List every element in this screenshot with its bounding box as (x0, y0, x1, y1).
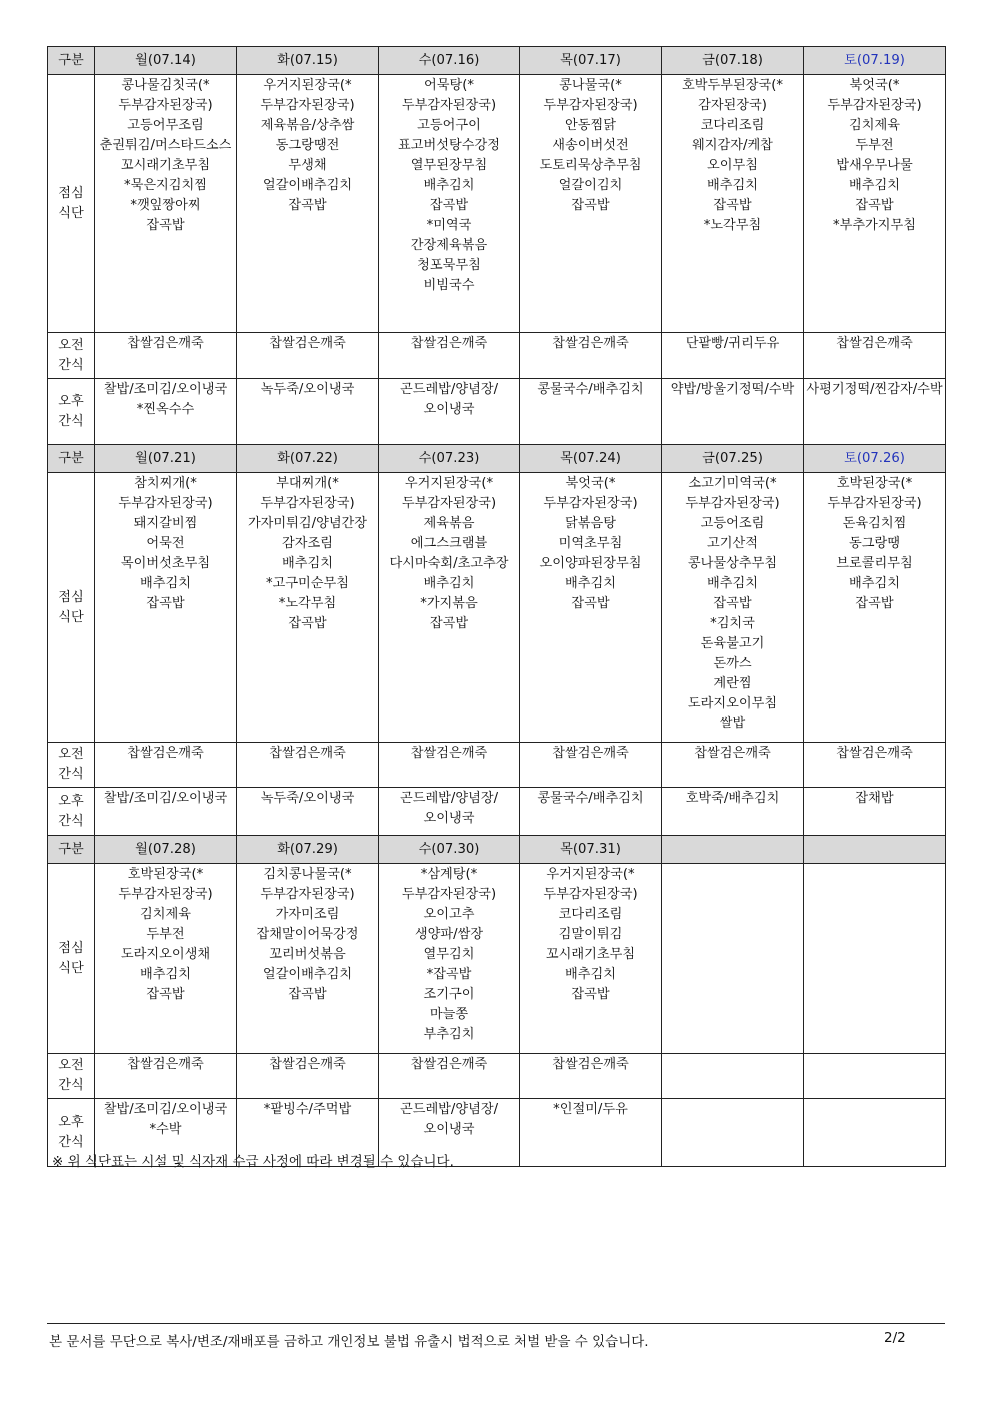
menu-item: 제육볶음 (423, 516, 475, 531)
menu-cell (95, 743, 237, 788)
menu-item: 찹쌀검은깨죽 (836, 746, 913, 761)
menu-cell (237, 788, 379, 836)
menu-item: 콩나물김칫국(*두부감자된장국) (118, 78, 213, 113)
menu-cell (95, 864, 237, 1054)
menu-item: *가지볶음 (420, 596, 478, 611)
menu-cell (237, 379, 379, 445)
menu-item: 닭볶음탕 (565, 516, 616, 531)
menu-cell (804, 1099, 946, 1167)
menu-item: 북엇국(*두부감자된장국) (827, 78, 922, 113)
menu-item: 찰밥/조미김/오이냉국 (103, 791, 228, 806)
menu-item: 찹쌀검은깨죽 (127, 336, 204, 351)
row-label-line: 간식 (58, 1078, 84, 1093)
menu-cell (662, 379, 804, 445)
menu-item: *인절미/두유 (553, 1102, 628, 1117)
menu-item: 도라지오이생채 (120, 947, 211, 962)
menu-cell (804, 379, 946, 445)
menu-cell (520, 473, 662, 743)
row-label-line: 간식 (58, 357, 84, 373)
menu-item: 찹쌀검은깨죽 (694, 746, 771, 761)
day-header: 금(07.25) (662, 445, 804, 473)
menu-item: 소고기미역국(*두부감자된장국) (685, 476, 780, 511)
menu-cell (804, 473, 946, 743)
header-label: 구분 (48, 836, 95, 864)
menu-item: 찹쌀검은깨죽 (836, 336, 913, 351)
lunch-label (48, 473, 95, 743)
menu-item: 간장제육볶음 (410, 238, 488, 253)
menu-item: 참치찌개(*두부감자된장국) (118, 476, 213, 511)
menu-item: 찹쌀검은깨죽 (269, 1057, 346, 1072)
menu-item: 돈육김치찜 (842, 516, 907, 531)
row-label-line: 간식 (58, 813, 84, 829)
menu-cell (520, 743, 662, 788)
menu-cell (95, 1054, 237, 1099)
menu-item: 목이버섯초무침 (120, 556, 211, 571)
menu-item: 감자조림 (282, 536, 333, 551)
menu-cell (379, 379, 520, 445)
menu-item: 어묵탕(*두부감자된장국) (401, 78, 497, 113)
menu-item: 찰밥/조미김/오이냉국 (103, 1102, 228, 1117)
menu-item: 배추김치 (849, 178, 900, 193)
menu-item: 부대찌개(*두부감자된장국) (260, 476, 355, 511)
menu-item: *잡곡밥 (426, 967, 472, 982)
menu-item: 잡곡밥 (855, 198, 894, 213)
menu-item: 단팥빵/귀리두유 (685, 336, 780, 351)
menu-item: 약밥/방울기정떡/수박 (670, 382, 795, 397)
menu-cell (95, 379, 237, 445)
menu-item: 두부전 (146, 927, 185, 942)
menu-item: 춘권튀김/머스타드소스 (99, 138, 232, 153)
day-header: 금(07.18) (662, 47, 804, 75)
menu-cell (520, 1054, 662, 1099)
menu-cell (379, 788, 520, 836)
menu-cell (379, 743, 520, 788)
menu-cell (237, 473, 379, 743)
morning-snack-row (48, 743, 946, 788)
menu-item: 밥새우무나물 (836, 158, 913, 173)
menu-cell (237, 75, 379, 333)
menu-item: 가자미조림 (275, 907, 340, 922)
menu-item: 사평기정떡/찐감자/수박 (806, 382, 943, 397)
menu-item: 호박두부된장국(*감자된장국) (682, 78, 783, 113)
menu-item: 잡곡밥 (288, 198, 327, 213)
menu-item: 비빔국수 (423, 278, 475, 293)
menu-item: 찹쌀검은깨죽 (552, 336, 629, 351)
menu-item: 콩물국수/배추김치 (537, 791, 644, 806)
menu-item: 잡곡밥 (146, 596, 185, 611)
menu-item: 얼갈이배추김치 (262, 178, 353, 193)
row-label-line: 식단 (58, 960, 84, 976)
menu-item: *팥빙수/주먹밥 (263, 1102, 352, 1117)
menu-cell (520, 333, 662, 379)
menu-item: 얼갈이배추김치 (262, 967, 353, 982)
menu-item: *수박 (149, 1122, 182, 1137)
menu-item: 녹두죽/오이냉국 (260, 382, 355, 397)
menu-cell (520, 788, 662, 836)
page-number: 2/2 (884, 1330, 906, 1346)
lunch-row (48, 473, 946, 743)
week-header-row (48, 47, 946, 75)
menu-item: 오이무침 (707, 158, 758, 173)
day-header (804, 836, 946, 864)
menu-cell (95, 333, 237, 379)
morning-snack-row (48, 1054, 946, 1099)
menu-item: 고등어구이 (417, 118, 481, 133)
menu-item: 찹쌀검은깨죽 (269, 746, 346, 761)
menu-item: 잡곡밥 (288, 616, 327, 631)
menu-cell (520, 379, 662, 445)
menu-item: 잡곡밥 (713, 198, 752, 213)
menu-item: *묵은지김치찜 (123, 178, 208, 193)
row-label-line: 오전 (58, 1058, 84, 1073)
lunch-row (48, 75, 946, 333)
menu-item: 녹두죽/오이냉국 (260, 791, 355, 806)
day-header (662, 836, 804, 864)
menu-cell (804, 788, 946, 836)
menu-item: 고등어무조림 (127, 118, 204, 133)
header-label: 구분 (48, 445, 95, 473)
menu-item: 잡곡밥 (429, 616, 469, 631)
menu-cell (662, 333, 804, 379)
menu-item: 안동찜닭 (565, 118, 616, 133)
lunch-label (48, 864, 95, 1054)
menu-item: 어묵전 (146, 536, 185, 551)
menu-item: 잡곡밥 (855, 596, 894, 611)
menu-item: 열무김치 (423, 947, 475, 962)
row-label-line: 간식 (58, 1134, 84, 1150)
row-label-line: 점심 (58, 940, 84, 956)
menu-item: 잡곡밥 (288, 987, 327, 1002)
day-header: 월(07.14) (95, 47, 237, 75)
menu-item: 김치콩나물국(*두부감자된장국) (260, 867, 355, 902)
week-header-row (48, 445, 946, 473)
menu-item: *찐옥수수 (136, 402, 195, 417)
menu-item: 찰밥/조미김/오이냉국 (103, 382, 228, 397)
afternoon-snack-label (48, 788, 95, 836)
menu-item: 청포묵무침 (417, 258, 481, 273)
menu-item: 찹쌀검은깨죽 (552, 1057, 629, 1072)
menu-item: 김말이튀김 (558, 927, 623, 942)
day-header: 수(07.23) (379, 445, 520, 473)
menu-item: 찹쌀검은깨죽 (552, 746, 629, 761)
menu-item: 꼬시래기초무침 (120, 158, 211, 173)
menu-item: 웨지감자/케찹 (692, 138, 773, 153)
day-header: 토(07.26) (804, 445, 946, 473)
menu-cell (520, 1099, 662, 1167)
menu-item: 꼬리버섯볶음 (269, 947, 346, 962)
menu-item: 배추김치 (849, 576, 900, 591)
menu-item: 고기산적 (707, 536, 758, 551)
menu-cell (804, 1054, 946, 1099)
menu-cell (662, 864, 804, 1054)
menu-item: 우거지된장국(*두부감자된장국) (543, 867, 638, 902)
menu-item: *깻잎짱아찌 (130, 198, 201, 213)
menu-item: 김치제육 (140, 907, 191, 922)
menu-cell (379, 864, 520, 1054)
menu-item: 잡곡밥 (571, 198, 610, 213)
menu-item: 도라지오이무침 (687, 696, 778, 711)
menu-item: 잡곡밥 (146, 987, 185, 1002)
morning-snack-row (48, 333, 946, 379)
menu-item: 생양파/쌈장 (414, 927, 484, 942)
menu-item: 찹쌀검은깨죽 (410, 746, 488, 761)
menu-item: 도토리묵상추무침 (539, 158, 642, 173)
menu-item: 제육볶음/상추쌈 (260, 118, 355, 133)
row-label-line: 오후 (58, 793, 84, 809)
menu-item: 꼬시래기초무침 (545, 947, 636, 962)
morning-snack-label (48, 333, 95, 379)
menu-item: 계란찜 (713, 676, 752, 691)
menu-item: 쌀밥 (719, 716, 746, 731)
header-label: 구분 (48, 47, 95, 75)
menu-item: 배추김치 (140, 967, 191, 982)
menu-item: 콩물국수/배추김치 (537, 382, 644, 397)
menu-item: *노각무침 (703, 218, 762, 233)
menu-cell (662, 788, 804, 836)
menu-item: 곤드레밥/양념장/오이냉국 (399, 1102, 499, 1137)
menu-item: 찹쌀검은깨죽 (127, 746, 204, 761)
day-header: 수(07.16) (379, 47, 520, 75)
menu-item: 잡곡밥 (571, 987, 610, 1002)
menu-item: 우거지된장국(*두부감자된장국) (260, 78, 355, 113)
menu-item: 배추김치 (707, 178, 758, 193)
menu-item: 잡곡밥 (713, 596, 752, 611)
row-label-line: 점심 (58, 589, 84, 605)
day-header: 월(07.28) (95, 836, 237, 864)
menu-item: 찹쌀검은깨죽 (269, 336, 346, 351)
row-label-line: 오전 (58, 337, 84, 353)
row-label-line: 식단 (58, 609, 84, 625)
menu-item: *고구미순무침 (265, 576, 350, 591)
weekly-menu-table (47, 46, 946, 1167)
menu-cell (662, 743, 804, 788)
menu-item: 새송이버섯전 (552, 138, 629, 153)
menu-item: 곤드레밥/양념장/오이냉국 (399, 791, 499, 826)
menu-item: 잡채말이어묵강정 (256, 927, 359, 942)
menu-item: 가자미튀김/양념간장 (247, 516, 368, 531)
menu-item: 배추김치 (423, 178, 475, 193)
menu-change-notice: ※ 위 식단표는 시설 및 식자재 수급 사정에 따라 변경될 수 있습니다. (52, 1154, 454, 1170)
week-header-row (48, 836, 946, 864)
row-label-line: 식단 (58, 205, 84, 221)
menu-item: 찹쌀검은깨죽 (410, 1057, 488, 1072)
day-header: 월(07.21) (95, 445, 237, 473)
menu-cell (662, 473, 804, 743)
menu-item: 마늘쫑 (429, 1007, 469, 1022)
menu-item: 호박된장국(*두부감자된장국) (827, 476, 922, 511)
menu-item: 표고버섯탕수강정 (398, 138, 500, 153)
menu-cell (237, 743, 379, 788)
afternoon-snack-row (48, 788, 946, 836)
menu-cell (520, 75, 662, 333)
menu-cell (379, 75, 520, 333)
morning-snack-label (48, 743, 95, 788)
footer-divider (47, 1323, 945, 1324)
menu-item: 찹쌀검은깨죽 (410, 336, 488, 351)
menu-cell (95, 788, 237, 836)
menu-item: 코다리조림 (700, 118, 765, 133)
lunch-row (48, 864, 946, 1054)
menu-cell (804, 333, 946, 379)
menu-item: *부추가지무침 (832, 218, 917, 233)
menu-cell (804, 743, 946, 788)
menu-item: 브로콜리무침 (836, 556, 913, 571)
row-label-line: 간식 (58, 413, 84, 429)
menu-item: 배추김치 (140, 576, 191, 591)
menu-cell (237, 333, 379, 379)
copyright-notice: 본 문서를 무단으로 복사/변조/재배포를 금하고 개인정보 불법 유출시 법적으로 처벌 받을 수 있습니다. (49, 1334, 649, 1350)
menu-item: 잡곡밥 (571, 596, 610, 611)
menu-item: 동그랑땡전 (275, 138, 340, 153)
day-header: 목(07.31) (520, 836, 662, 864)
menu-cell (804, 864, 946, 1054)
row-label-line: 간식 (58, 767, 84, 782)
menu-item: 다시마숙회/초고추장 (389, 556, 509, 571)
menu-item: 배추김치 (707, 576, 758, 591)
day-header: 목(07.17) (520, 47, 662, 75)
menu-item: 배추김치 (565, 576, 616, 591)
menu-item: *삼계탕(*두부감자된장국) (401, 867, 497, 902)
menu-item: 콩나물국(*두부감자된장국) (543, 78, 638, 113)
row-label-line: 오후 (58, 1114, 84, 1130)
menu-cell (804, 75, 946, 333)
menu-item: 미역초무침 (558, 536, 623, 551)
menu-item: 에그스크램블 (410, 536, 488, 551)
menu-cell (520, 864, 662, 1054)
day-header: 화(07.22) (237, 445, 379, 473)
menu-item: 김치제육 (849, 118, 900, 133)
row-label-line: 점심 (58, 185, 84, 201)
menu-item: 잡곡밥 (429, 198, 469, 213)
menu-item: 곤드레밥/양념장/오이냉국 (399, 382, 499, 417)
menu-item: 열무된장무침 (410, 158, 488, 173)
menu-item: 코다리조림 (558, 907, 623, 922)
day-header: 토(07.19) (804, 47, 946, 75)
menu-item: 배추김치 (565, 967, 616, 982)
menu-item: 호박된장국(*두부감자된장국) (118, 867, 213, 902)
afternoon-snack-row (48, 379, 946, 445)
menu-cell (662, 1099, 804, 1167)
menu-item: 얼갈이김치 (558, 178, 623, 193)
menu-cell (95, 473, 237, 743)
menu-item: 찹쌀검은깨죽 (127, 1057, 204, 1072)
menu-item: 호박죽/배추김치 (685, 791, 780, 806)
menu-item: 동그랑땡 (849, 536, 900, 551)
menu-item: 무생채 (288, 158, 327, 173)
menu-cell (237, 1054, 379, 1099)
menu-item: *미역국 (426, 218, 472, 233)
day-header: 수(07.30) (379, 836, 520, 864)
menu-cell (379, 473, 520, 743)
row-label-line: 오후 (58, 393, 84, 409)
menu-item: 오이양파된장무침 (539, 556, 642, 571)
row-label-line: 오전 (58, 747, 84, 762)
day-header: 화(07.29) (237, 836, 379, 864)
menu-item: *노각무침 (278, 596, 337, 611)
menu-item: 잡채밥 (855, 791, 894, 806)
menu-item: 잡곡밥 (146, 218, 185, 233)
day-header: 화(07.15) (237, 47, 379, 75)
morning-snack-label (48, 1054, 95, 1099)
menu-cell (662, 75, 804, 333)
menu-item: 조기구이 (423, 987, 475, 1002)
menu-cell (95, 75, 237, 333)
menu-item: 부추김치 (423, 1027, 475, 1042)
menu-cell (379, 333, 520, 379)
menu-item: 오이고추 (423, 907, 475, 922)
menu-item: 우거지된장국(*두부감자된장국) (401, 476, 497, 511)
menu-item: 콩나물상추무침 (687, 556, 778, 571)
menu-cell (237, 864, 379, 1054)
menu-item: *김치국 (710, 616, 755, 631)
menu-cell (662, 1054, 804, 1099)
afternoon-snack-label (48, 379, 95, 445)
menu-item: 배추김치 (423, 576, 475, 591)
menu-item: 돈육불고기 (700, 636, 765, 651)
menu-cell (379, 1054, 520, 1099)
menu-item: 돈까스 (713, 656, 752, 671)
menu-item: 고등어조림 (700, 516, 765, 531)
menu-item: 돼지갈비찜 (133, 516, 198, 531)
lunch-label (48, 75, 95, 333)
day-header: 목(07.24) (520, 445, 662, 473)
menu-item: 두부전 (855, 138, 894, 153)
menu-item: 배추김치 (282, 556, 333, 571)
menu-item: 북엇국(*두부감자된장국) (543, 476, 638, 511)
